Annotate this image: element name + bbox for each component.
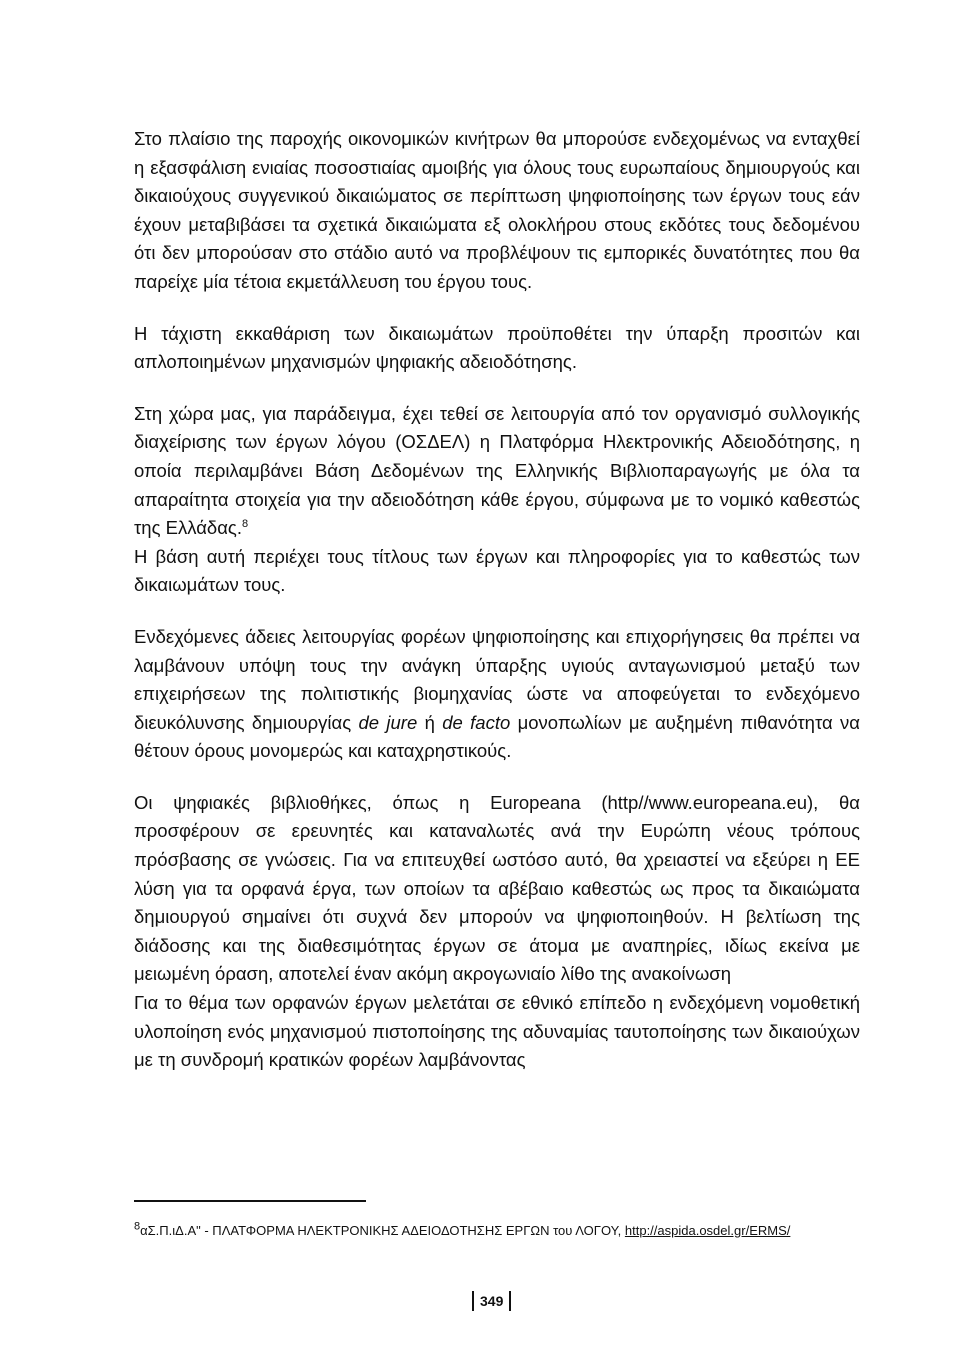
- paragraph-5-text-c: μονοπωλίων με αυξημένη πιθανότητα να θέτουν όρους μονομερώς και καταχρηστικούς.: [134, 711, 860, 762]
- de-facto-term: de facto: [442, 711, 511, 733]
- paragraph-1: Στο πλαίσιο της παροχής οικονομικών κινήτρων θα μπορούσε ενδεχομένως να ενταχθεί η εξασφάλιση ενιαίας ποσοστιαίας αμοιβής για όλους τους ευρωπαίους δημιουργούς και δικαιούχους συγγενικού δικαιώματος σε περίπτωση ψηφιοποίησης των έργων τους εάν έχουν μεταβιβάσει τα σχετικά δικαιώματα εξ ολοκλήρου στους εκδότες τους δεδομένου ότι δεν μπορούσαν στο στάδιο αυτό να προβλέψουν τις εμπορικές δυνατότητες που θα παρείχε μία τέτοια εκμετάλλευση του έργου τους.: [134, 128, 860, 292]
- paragraph-7: Για το θέμα των ορφανών έργων μελετάται σε εθνικό επίπεδο η ενδεχόμενη νομοθετική υλοποίηση ενός μηχανισμού πιστοποίησης της αδυναμίας ταυτοποίησης των δικαιούχων με τη συνδρομή κρατικών φορέων λαμβάνοντας: [134, 992, 860, 1071]
- paragraph-5-text-b: ή: [417, 711, 443, 733]
- page-number: 349: [472, 1291, 511, 1311]
- footnote-text: αΣ.Π.ιΔ.Α" - ΠΛΑΤΦΟΡΜΑ ΗΛΕΚΤΡΟΝΙΚΗΣ ΑΔΕΙΟΔΟΤΗΣΗΣ ΕΡΓΩΝ του ΛΟΓΟΥ,: [140, 1223, 625, 1238]
- paragraph-5-text-a: Ενδεχόμενες άδειες λειτουργίας φορέων ψηφιοποίησης και επιχορήγησεις θα πρέπει να λαμβάνουν υπόψη τους την ανάγκη ύπαρξης υγιούς ανταγωνισμού μεταξύ των επιχειρήσεων της πολιτιστικής βιομηχανίας ώστε να αποφεύγεται το ενδεχόμενο διευκόλυνσης δημιουργίας: [134, 625, 860, 733]
- paragraph-2: Η τάχιστη εκκαθάριση των δικαιωμάτων προϋποθέτει την ύπαρξη προσιτών και απλοποιημένων μηχανισμών ψηφιακής αδειοδότησης.: [134, 322, 860, 373]
- paragraph-5: [134, 623, 860, 766]
- footnote-reference: 8: [241, 517, 249, 530]
- footnote-marker: 8: [134, 1220, 141, 1233]
- paragraph-3: [134, 400, 860, 543]
- footnote: [134, 1222, 894, 1240]
- body-text: [134, 125, 860, 1075]
- paragraph-4: Η βάση αυτή περιέχει τους τίτλους των έργων και πληροφορίες για το καθεστώς των δικαιωμάτων τους.: [134, 545, 860, 596]
- footnote-link[interactable]: http://aspida.osdel.gr/ERMS/: [624, 1223, 791, 1238]
- paragraph-6: Οι ψηφιακές βιβλιοθήκες, όπως η Europeana (http//www.europeana.eu), θα προσφέρουν σε ερευνητές και καταναλωτές ανά την Ευρώπη νέους τρόπους πρόσβασης σε γνώσεις. Για να επιτευχθεί ωστόσο αυτό, θα χρειαστεί να εξεύρει η ΕΕ λύση για τα ορφανά έργα, των οποίων τα αβέβαιο καθεστώς ως προς τα δικαιώματα δημιουργού σημαίνει ότι συχνά δεν μπορούν να ψηφιοποιηθούν. Η βελτίωση της διάδοσης και της διαθεσιμότητας έργων σε άτομα με αναπηρίες, ιδίως εκείνα με μειωμένη όραση, αποτελεί έναν ακόμη ακρογωνιαίο λίθο της ανακοίνωση: [134, 791, 860, 985]
- de-jure-term: de jure: [358, 711, 418, 733]
- footnote-divider: [134, 1200, 366, 1202]
- paragraph-3-text: Στη χώρα μας, για παράδειγμα, έχει τεθεί σε λειτουργία από τον οργανισμό συλλογικής διαχείρισης των έργων λόγου (ΟΣΔΕΛ) η Πλατφόρμα Ηλεκτρονικής Αδειοδότησης, η οποία περιλαμβάνει Βάση Δεδομένων της Ελληνικής Βιβλιοπαραγωγής με όλα τα απαραίτητα στοιχεία για την αδειοδότηση κάθε έργου, σύμφωνα με το νομικό καθεστώς της Ελλάδας.: [134, 402, 860, 539]
